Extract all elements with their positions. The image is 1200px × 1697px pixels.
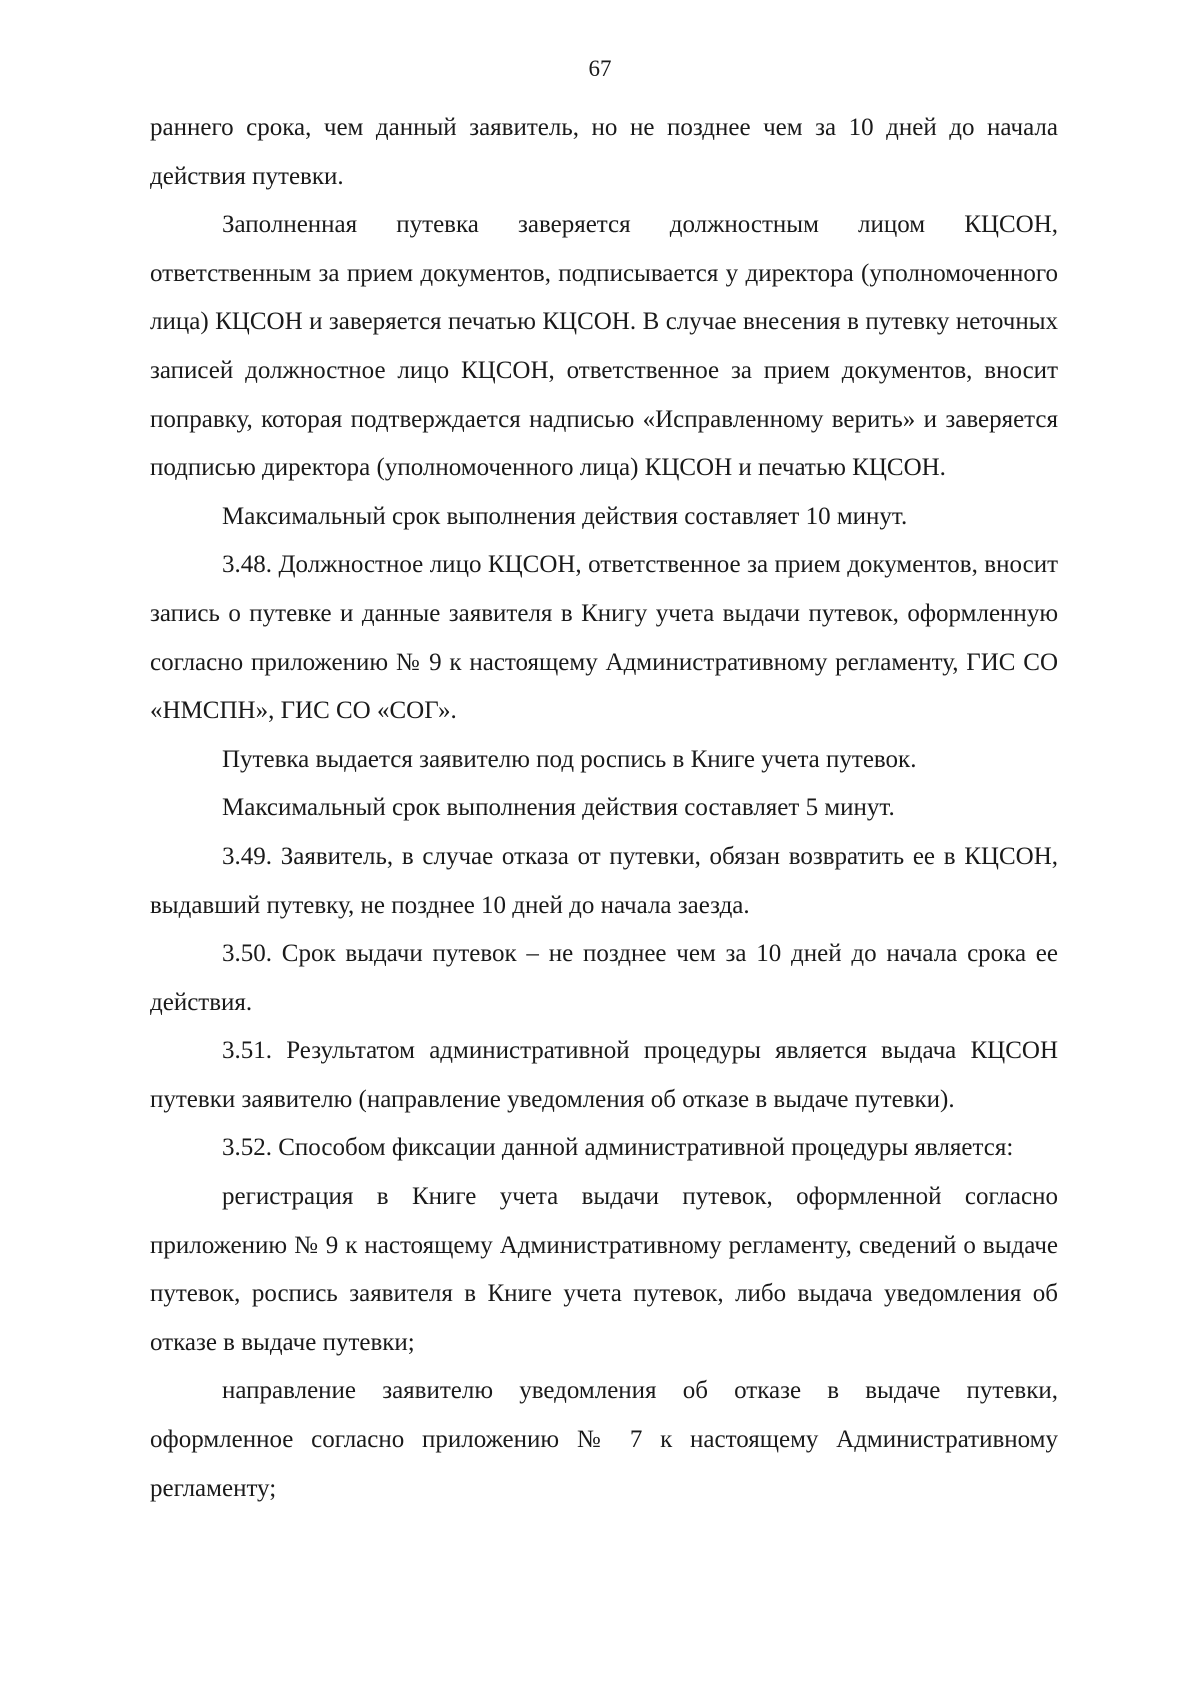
paragraph-max-time-5: Максимальный срок выполнения действия составляет 5 минут. [222, 794, 895, 822]
paragraph-3-50: 3.50. Срок выдачи путевок – не позднее чем за 10 дней до начала срока ее действия. [150, 940, 1058, 1016]
paragraph-3-49: 3.49. Заявитель, в случае отказа от путевки, обязан возвратить ее в КЦСОН, выдавший путевку, не позднее 10 дней до начала заезда. [150, 842, 1058, 919]
paragraph-filled-voucher: Заполненная путевка заверяется должностным лицом КЦСОН, ответственным за прием документов, подписывается у директора (уполномоченного лица) КЦСОН и заверяется печатью КЦСОН. В случае внесения в путевку неточных записей должностное лицо КЦСОН, ответственное за прием документов, вносит поправку, которая подтверждается надписью «Исправленному верить» и заверяется подписью директора (уполномоченного лица) КЦСОН и печатью КЦСОН. [150, 211, 1058, 482]
paragraph-registration: регистрация в Книге учета выдачи путевок, оформленной согласно приложению № 9 к настоящему Административному регламенту, сведений о выдаче путевок, роспись заявителя в Книге учета путевок, либо выдача уведомления об отказе в выдаче путевки; [150, 1183, 1058, 1356]
paragraph-3-51: 3.51. Результатом административной процедуры является выдача КЦСОН путевки заявителю (направление уведомления об отказе в выдаче путевки). [150, 1037, 1058, 1113]
paragraph-max-time-10: Максимальный срок выполнения действия составляет 10 минут. [222, 502, 908, 530]
paragraph-refusal-notice: направление заявителю уведомления об отказе в выдаче путевки, оформленное согласно приложению № 7 к настоящему Административному регламенту; [150, 1377, 1058, 1502]
paragraph-continuation: раннего срока, чем данный заявитель, но не позднее чем за 10 дней до начала действия путевки. [150, 114, 1058, 190]
paragraph-3-48: 3.48. Должностное лицо КЦСОН, ответственное за прием документов, вносит запись о путевке и данные заявителя в Книгу учета выдачи путевок, оформленную согласно приложению № 9 к настоящему Административному регламенту, ГИС СО «НМСПН», ГИС СО «СОГ». [150, 551, 1058, 725]
paragraph-3-52: 3.52. Способом фиксации данной административной процедуры является: [222, 1134, 1014, 1162]
paragraph-voucher-issued: Путевка выдается заявителю под роспись в Книге учета путевок. [222, 745, 917, 773]
document-body [150, 104, 1058, 1513]
page-number: 67 [588, 56, 612, 81]
